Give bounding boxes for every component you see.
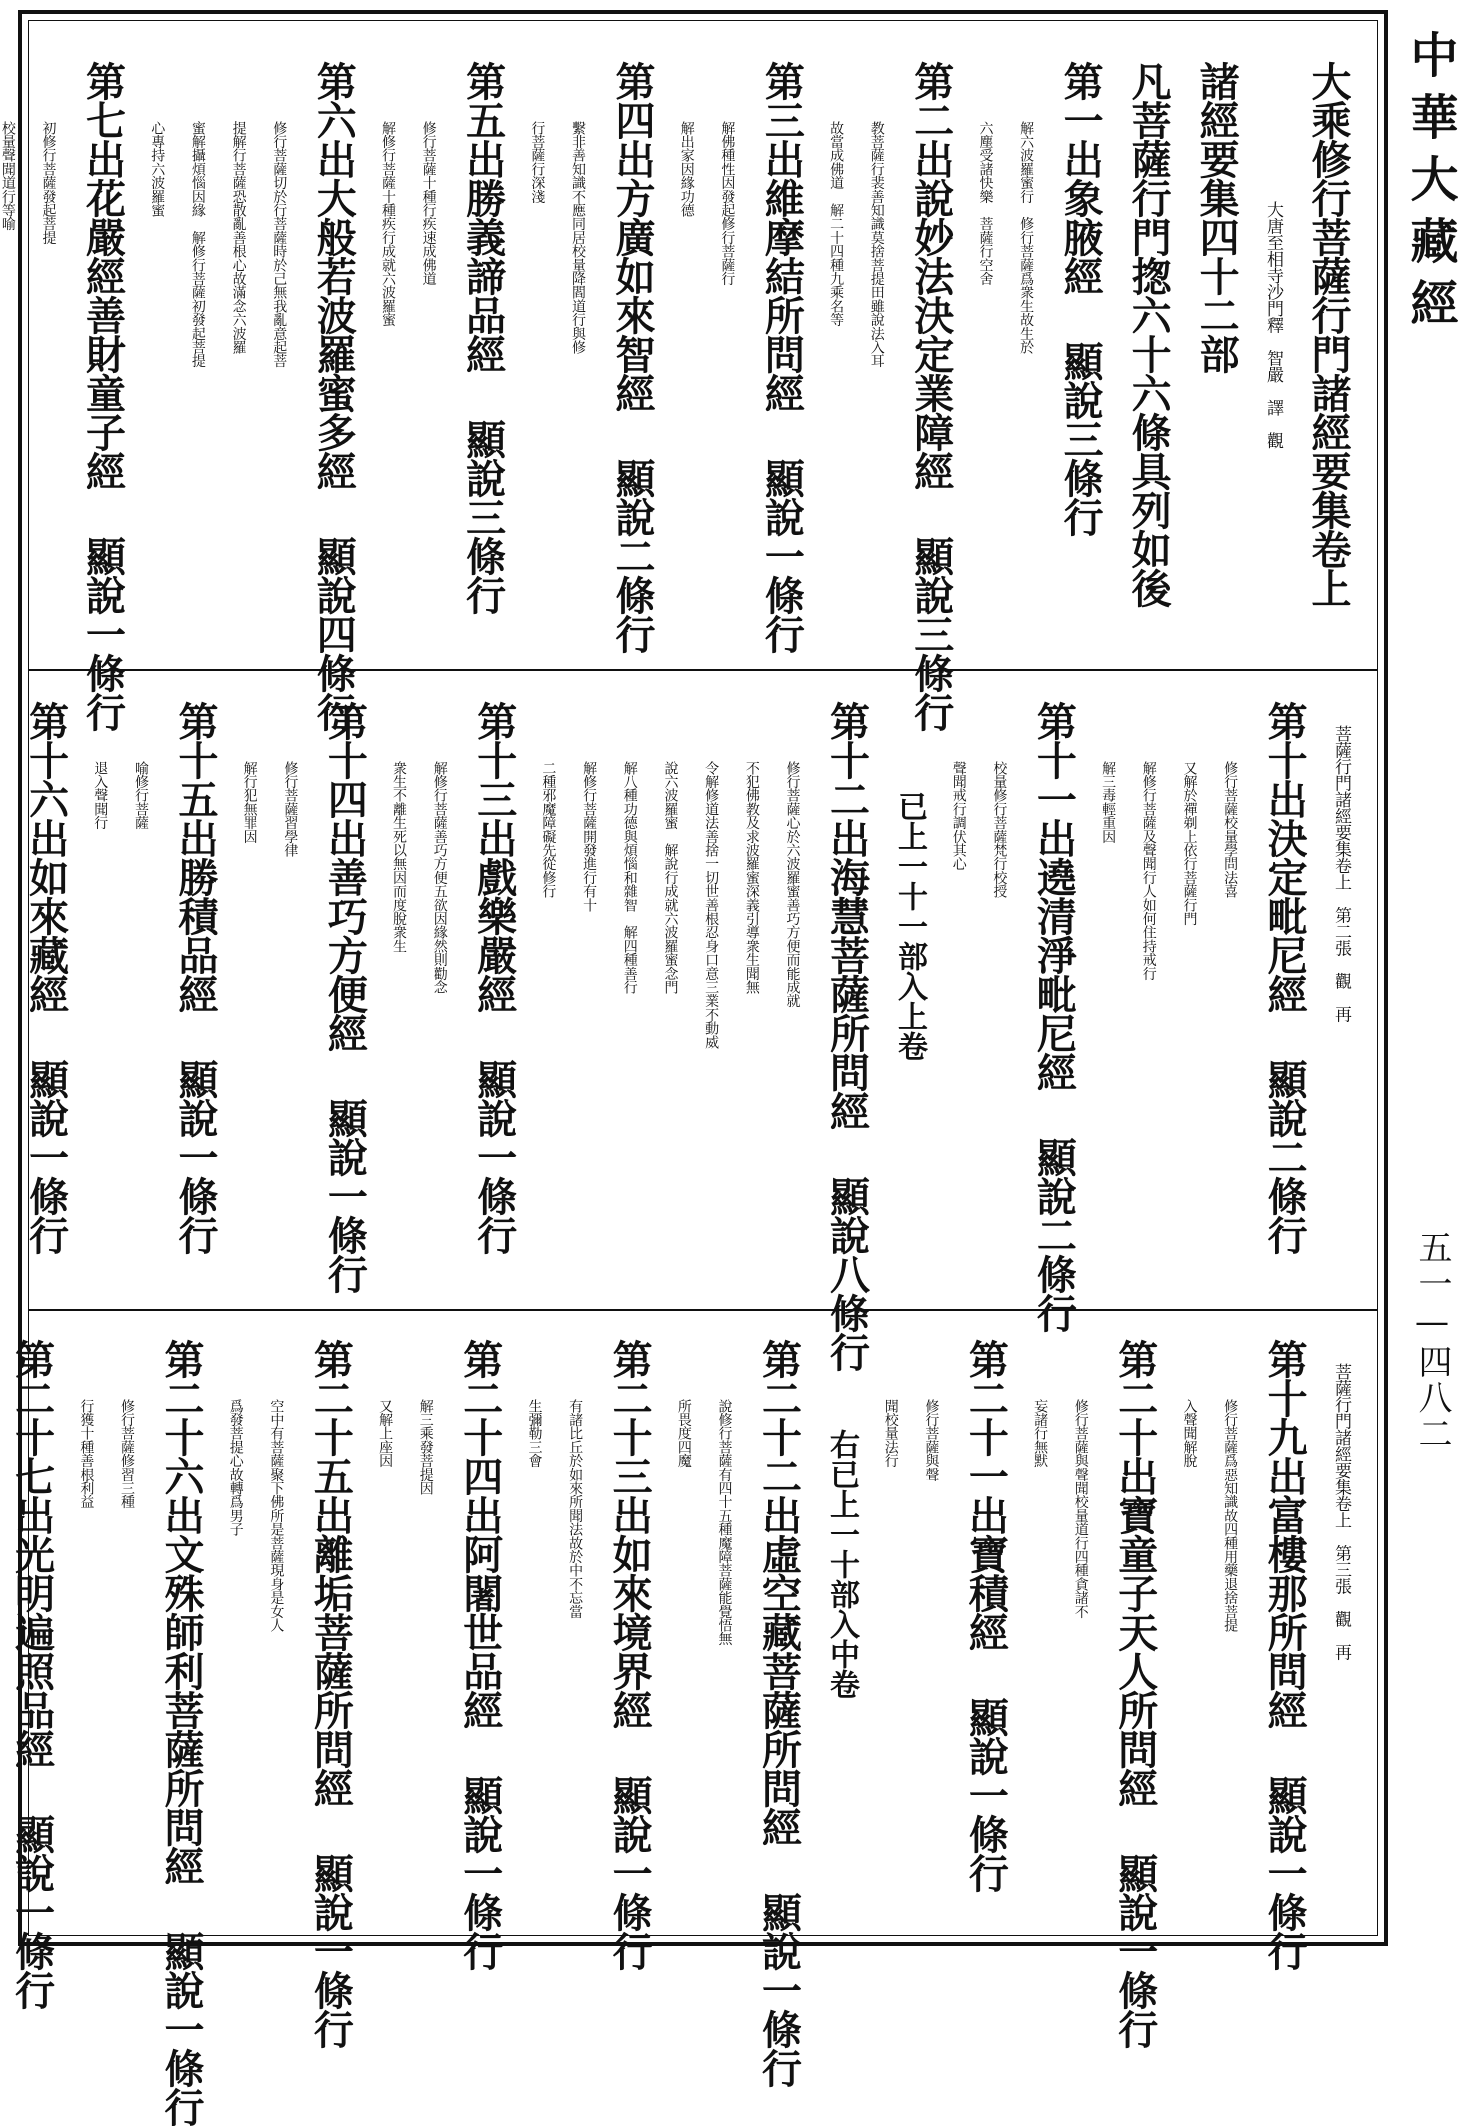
text-column: 第二十一出寶積經 顯說一條行: [962, 1339, 1010, 1892]
text-column: 第二出說妙法決定業障經 顯說三條行: [907, 61, 955, 731]
text-column: 第七出花嚴經善財童子經 顯說一條行: [79, 61, 127, 731]
text-column: 解行犯無罪因: [241, 761, 258, 844]
text-column: 行菩薩行深淺: [529, 121, 546, 204]
panel-divider-2: [29, 1309, 1377, 1311]
text-column: 第六出大般若波羅蜜多經 顯說四條行: [310, 61, 358, 731]
text-column: 第十一出遶清淨毗尼經 顯說二條行: [1030, 701, 1078, 1332]
text-column: 第二十七出光明遍照品經 顯說一條行: [8, 1339, 56, 2009]
text-column: 菩薩行門諸經要集卷上 第二張 觀 再: [1331, 725, 1351, 1022]
text-column: 第十出決定毗尼經 顯說二條行: [1261, 701, 1309, 1254]
text-column: 修行菩薩切於行菩薩時於己無我亂意起菩: [271, 121, 288, 368]
text-column: 解六波羅蜜行 修行菩薩爲衆生故生於: [1018, 121, 1035, 354]
text-column: 解佛種性因發起修行菩薩行: [719, 121, 736, 286]
text-column: 解修行菩薩及聲聞行人如何住持戒行: [1140, 761, 1157, 981]
text-column: 喻修行菩薩: [132, 761, 149, 830]
text-column: 退入聲聞行: [92, 761, 109, 830]
text-column: 又解於禪剃上依行菩薩行門: [1181, 761, 1198, 926]
text-column: 初修行菩薩發起菩提: [40, 121, 57, 245]
text-column: 行獲十種善根利益: [78, 1399, 95, 1509]
text-column: 第二十出寶童子天人所問經 顯說一條行: [1111, 1339, 1159, 2048]
text-column: 解三乘發菩提因: [417, 1399, 434, 1495]
text-column: 修行菩薩與聲聞校量道行四種貪諸不: [1072, 1399, 1089, 1619]
text-column: 第二十六出文殊師利菩薩所問經 顯說一條行: [158, 1339, 206, 2126]
page-number: 五一—四八二: [1412, 1230, 1452, 1452]
text-column: 第十五出勝積品經 顯說一條行: [171, 701, 219, 1254]
text-column: 妄諸行無默: [1032, 1399, 1049, 1468]
text-column: 修行菩薩心於六波羅蜜善巧方便而能成就: [784, 761, 801, 1008]
text-column: 爲發菩提心故轉爲男子: [227, 1399, 244, 1537]
text-column: 修行菩薩修習三種: [119, 1399, 136, 1509]
text-column: 解修行菩薩開發進行有十: [581, 761, 598, 912]
text-column: 聲聞戒行調伏其心: [950, 761, 967, 871]
text-column: 校量修行菩薩梵行校授: [991, 761, 1008, 899]
text-column: 修行菩薩習學律: [282, 761, 299, 857]
text-column: 生彌勒三會: [526, 1399, 543, 1468]
text-column: 解出家因緣功德: [678, 121, 695, 217]
text-column: 第十九出富樓那所問經 顯說一條行: [1261, 1339, 1309, 1970]
text-column: 有諸比丘於如來所聞法故於中不忘當: [567, 1399, 584, 1619]
text-column: 大唐至相寺沙門釋 智嚴 譯 觀: [1263, 201, 1283, 449]
text-column: 教菩薩行裴善知識莫捨菩提田雖說法入耳: [868, 121, 885, 368]
text-column: 故當成佛道 解二十四種九乘名等: [828, 121, 845, 327]
text-column: 解修行菩薩善巧方便五欲因緣然則勸念: [431, 761, 448, 994]
text-column: 第十六出如來藏經 顯說一條行: [22, 701, 70, 1254]
text-column: 空中有菩薩聚下佛所是菩薩現身是女人: [268, 1399, 285, 1632]
text-column: 修行菩薩校量學問法喜: [1222, 761, 1239, 899]
text-column: 繫非善知識不應同居校量降閻道行與修: [570, 121, 587, 354]
text-column: 第二十二出虛空藏菩薩所問經 顯說一條行: [755, 1339, 803, 2087]
text-column: 諸經要集四十二部: [1193, 61, 1241, 373]
text-column: 大乘修行菩薩行門諸經要集卷上: [1305, 61, 1352, 607]
text-panel-middle: [22, 701, 1369, 1371]
text-column: 第四出方廣如來智經 顯說二條行: [609, 61, 657, 653]
text-column: 第三出維摩結所問經 顯說一條行: [758, 61, 806, 653]
text-column: 二種邪魔障礙先從修行: [540, 761, 557, 899]
text-column: 右已上一十部入中卷: [824, 1429, 860, 1699]
text-column: 第二十四出阿闍世品經 顯說一條行: [456, 1339, 504, 1970]
text-column: 第二十三出如來境界經 顯說一條行: [606, 1339, 654, 1970]
text-column: 第一出象腋經 顯說三條行: [1057, 61, 1105, 536]
page-frame: [0, 10, 1388, 2126]
text-column: 說六波羅蜜 解說行成就六波羅蜜念門: [662, 761, 679, 994]
text-column: 所畏度四魔: [675, 1399, 692, 1468]
text-column: 第二十五出離垢菩薩所問經 顯說一條行: [307, 1339, 355, 2048]
text-column: 菩薩行門諸經要集卷上 第三張 觀 再: [1331, 1363, 1351, 1660]
text-column: 第十三出戲樂嚴經 顯說一條行: [470, 701, 518, 1254]
text-column: 又解上座因: [377, 1399, 394, 1468]
text-column: 解修行菩薩十種疾行成就六波羅蜜: [379, 121, 396, 327]
text-column: 解八種功德與煩惱和雜智 解四種善行: [621, 761, 638, 994]
text-column: 提解行菩薩恐散亂善根心故滿念六波羅: [230, 121, 247, 354]
text-column: 第十四出善巧方便經 顯說一條行: [321, 701, 369, 1293]
text-column: 第五出勝義諦品經 顯說三條行: [459, 61, 507, 614]
text-column: 衆生不離生死以無因而度脫衆生: [391, 761, 408, 953]
text-column: 聞校量法行: [882, 1399, 899, 1468]
text-column: 入聲聞解脫: [1181, 1399, 1198, 1468]
text-column: 修行菩薩爲惡知識故四種用藥退捨菩提: [1222, 1399, 1239, 1632]
text-panel-top: [0, 61, 1369, 731]
text-column: 解三毒輕重因: [1100, 761, 1117, 844]
text-column: 凡菩薩行門揔六十六條具列如後: [1125, 61, 1173, 607]
text-column: 心專持六波羅蜜: [149, 121, 166, 217]
page-frame-inner: [0, 20, 1378, 2126]
text-column: 令解修道法善捨一切世善根忍身口意三業不動威: [703, 761, 720, 1049]
text-column: 不犯佛教及求波羅蜜深義引導衆生聞無: [743, 761, 760, 994]
text-column: 說修行菩薩有四十五種魔障菩薩能覺悟無: [716, 1399, 733, 1646]
text-panel-bottom: [8, 1339, 1369, 2126]
text-column: 修行菩薩與聲: [923, 1399, 940, 1482]
panel-divider-1: [29, 669, 1377, 671]
text-column: 蜜解攝煩惱因緣 解修行菩薩初發起菩提: [189, 121, 206, 368]
text-column: 已上一十一部入上卷: [892, 791, 928, 1061]
text-column: 修行菩薩十種行疾速成佛道: [420, 121, 437, 286]
text-column: 第十二出海慧菩薩所問經 顯說八條行: [823, 701, 871, 1371]
text-column: 校量聲聞道行等喻: [0, 121, 16, 231]
side-title: 中華大藏經: [1402, 30, 1458, 340]
text-column: 六塵受諸快樂 菩薩行空舍: [977, 121, 994, 286]
